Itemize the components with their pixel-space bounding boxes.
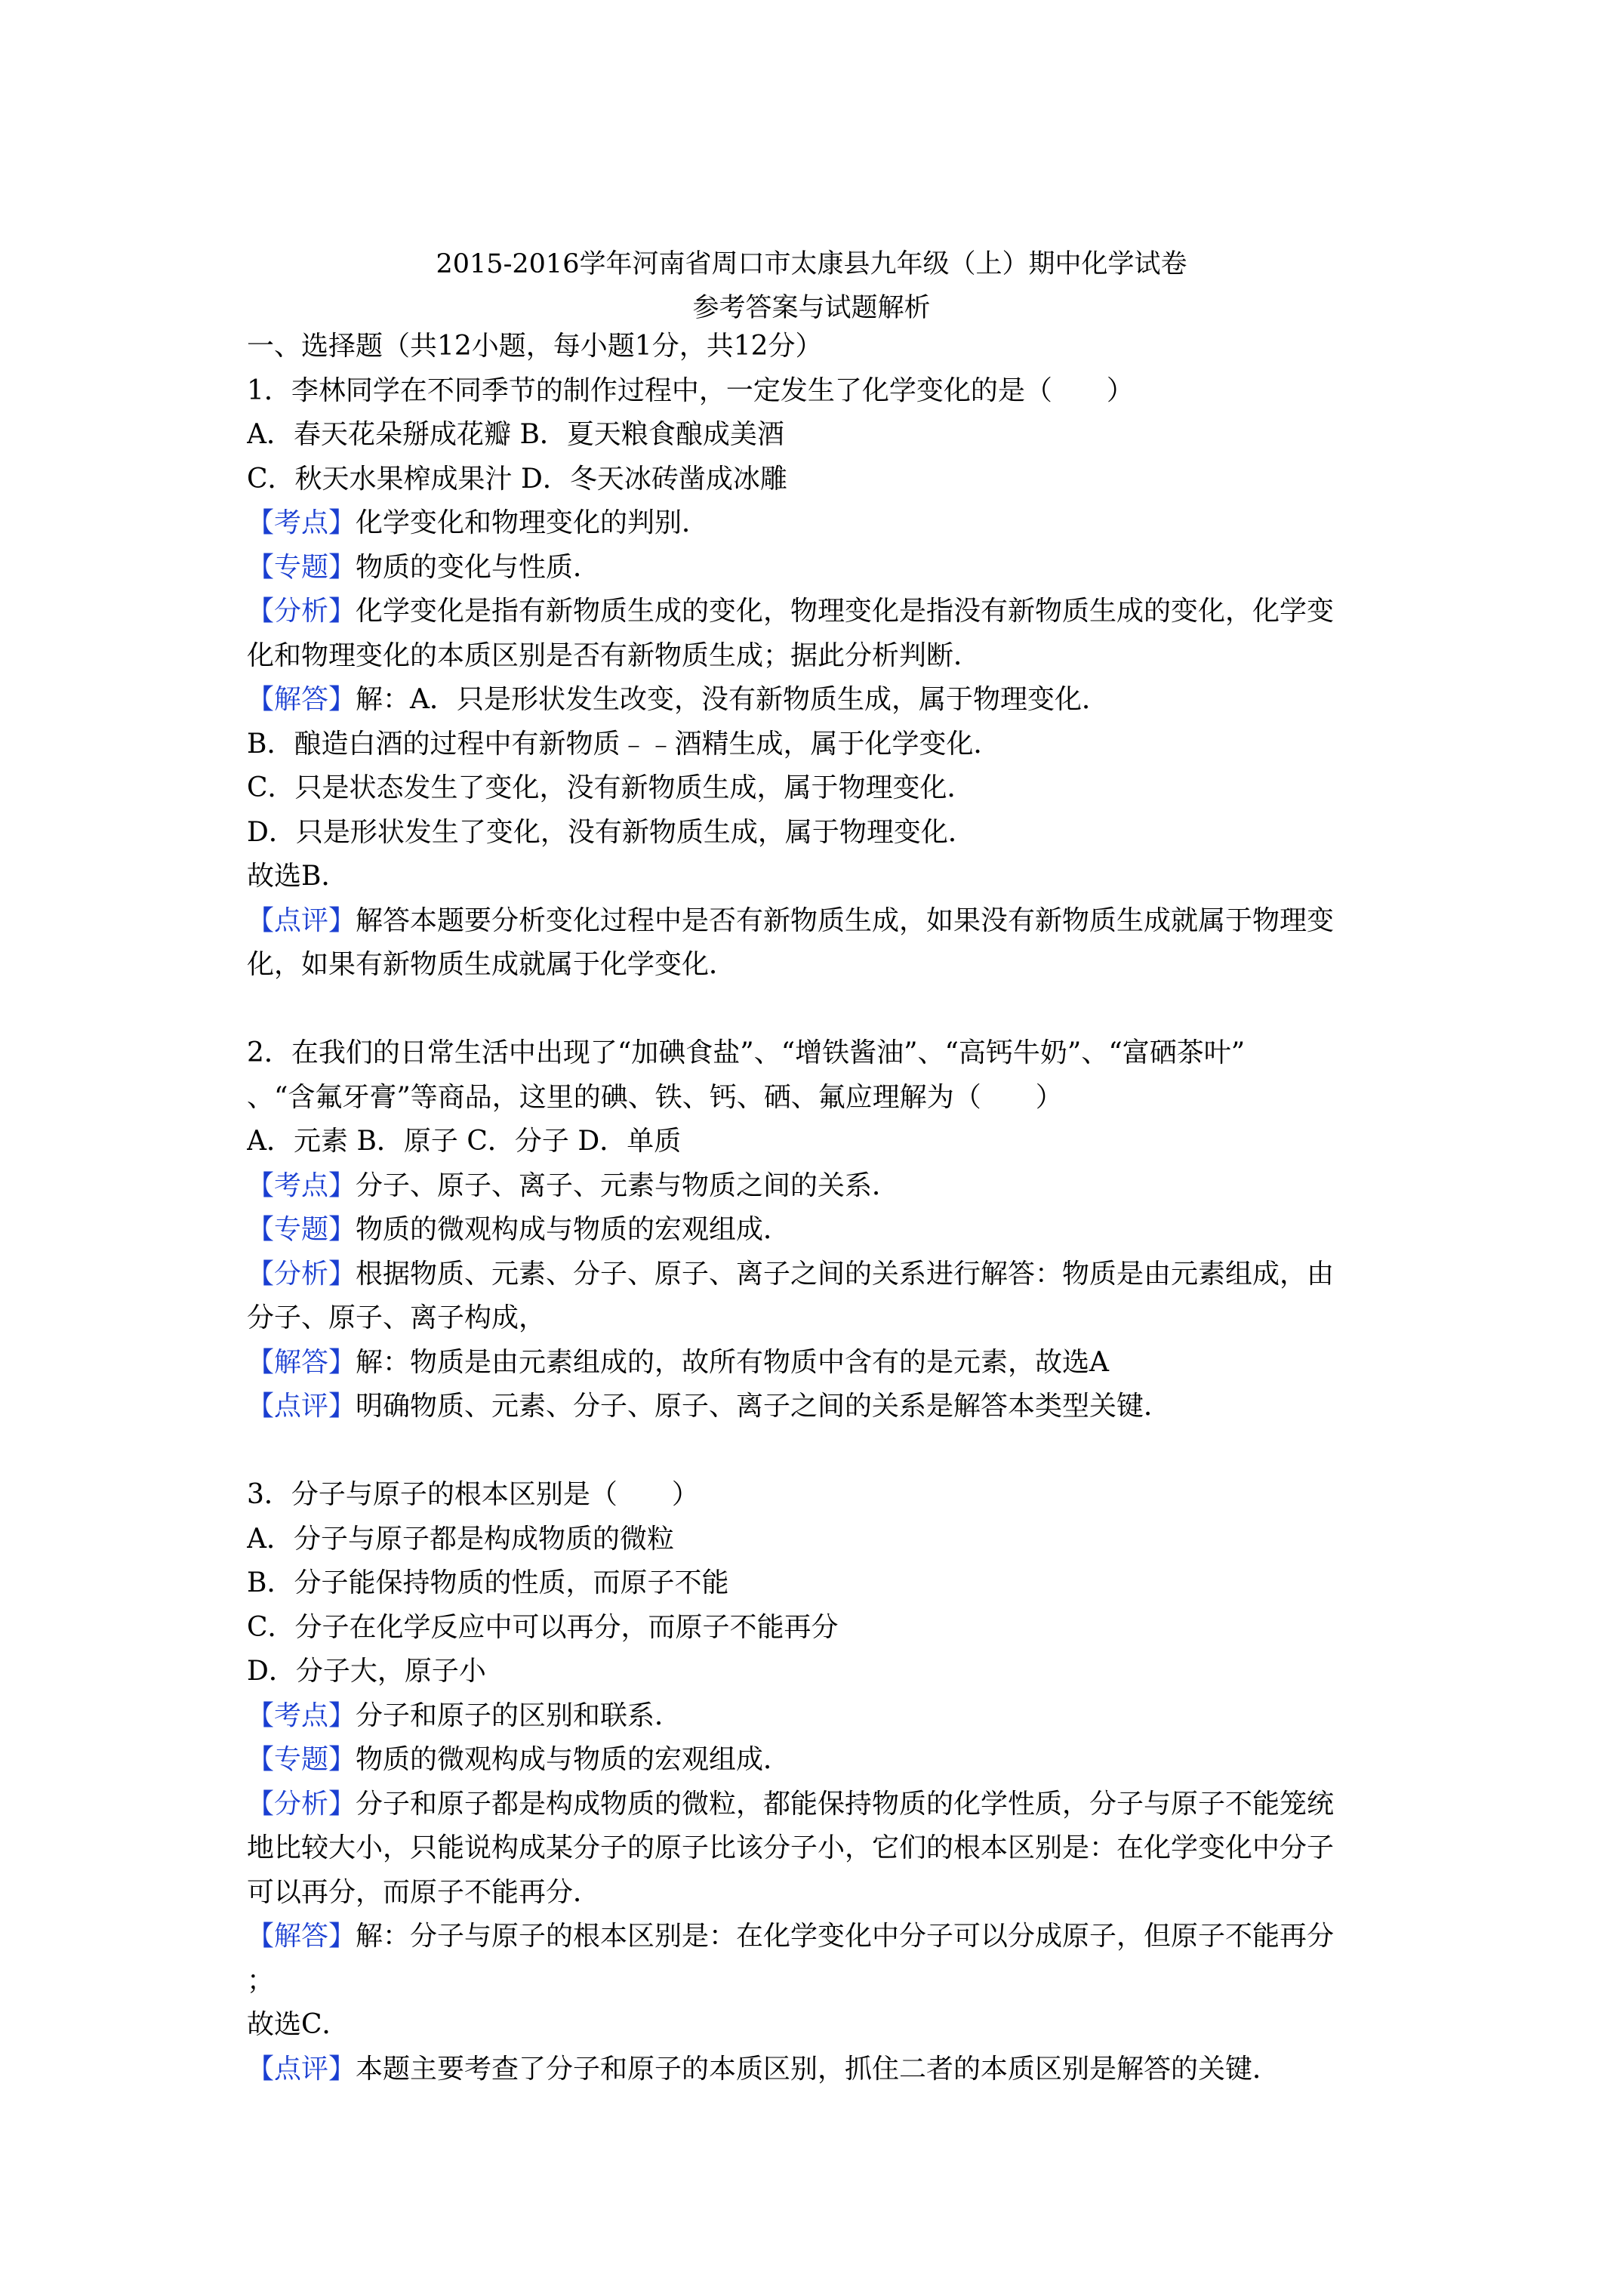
q1-dianping-text: 解答本题要分析变化过程中是否有新物质生成，如果没有新物质生成就属于物理变 [356, 905, 1335, 936]
zhuanti-tag: 【专题】 [247, 1744, 356, 1775]
q3-choice: 故选C． [247, 2009, 350, 2040]
q1-choice: 故选B． [247, 861, 349, 892]
q2-zhuanti-text: 物质的微观构成与物质的宏观组成． [356, 1214, 791, 1245]
fenxi-tag: 【分析】 [247, 596, 356, 627]
q2-jieda [247, 1341, 1402, 1385]
kaodian-tag: 【考点】 [247, 1170, 356, 1201]
q3-fenxi [247, 1783, 1402, 1827]
q1-options-cd: C．秋天水果榨成果汁 D．冬天冰砖凿成冰雕 [247, 463, 787, 495]
document-subtitle: 参考答案与试题解析 [692, 293, 931, 323]
q1-dianping [247, 899, 1402, 944]
q1-stem: 1．李林同学在不同季节的制作过程中，一定发生了化学变化的是（ ） [247, 374, 1134, 406]
q2-kaodian-text: 分子、原子、离子、元素与物质之间的关系． [356, 1170, 900, 1201]
q1-zhuanti [247, 546, 1402, 590]
q3-jieda-cont: ； [247, 1965, 275, 1996]
q3-fenxi-text: 分子和原子都是构成物质的微粒，都能保持物质的化学性质，分子与原子不能笼统 [356, 1788, 1335, 1820]
q3-zhuanti [247, 1738, 1402, 1783]
q1-dianping-cont: 化，如果有新物质生成就属于化学变化． [247, 949, 737, 980]
document-title: 2015-2016学年河南省周口市太康县九年级（上）期中化学试卷 [436, 249, 1187, 279]
q1-jieda [247, 678, 1402, 723]
zhuanti-tag: 【专题】 [247, 551, 356, 583]
q1-answer-b: B．酿造白酒的过程中有新物质﹣﹣酒精生成，属于化学变化． [247, 728, 1001, 760]
q3-dianping [247, 2048, 1402, 2092]
q2-jieda-text: 解：物质是由元素组成的，故所有物质中含有的是元素，故选A [356, 1346, 1110, 1378]
q2-dianping [247, 1385, 1402, 1429]
q3-stem: 3．分子与原子的根本区别是（ ） [247, 1479, 699, 1510]
q3-fenxi-cont-2: 可以再分，而原子不能再分． [247, 1876, 601, 1908]
dianping-tag: 【点评】 [247, 1391, 356, 1422]
q2-dianping-text: 明确物质、元素、分子、原子、离子之间的关系是解答本类型关键． [356, 1391, 1172, 1422]
q2-fenxi-cont: 分子、原子、离子构成， [247, 1302, 547, 1333]
spacer [247, 1429, 1402, 1474]
q2-stem-cont: 、“含氟牙膏”等商品，这里的碘、铁、钙、硒、氟应理解为（ ） [247, 1081, 1063, 1113]
q1-fenxi-text: 化学变化是指有新物质生成的变化，物理变化是指没有新物质生成的变化，化学变 [356, 596, 1335, 627]
q3-option-a: A．分子与原子都是构成物质的微粒 [247, 1523, 674, 1555]
section-heading: 一、选择题（共12小题，每小题1分，共12分） [247, 331, 823, 362]
q3-option-c: C．分子在化学反应中可以再分，而原子不能再分 [247, 1611, 839, 1643]
jieda-tag: 【解答】 [247, 1346, 356, 1378]
q3-jieda [247, 1915, 1402, 1959]
q1-answer-c: C．只是状态发生了变化，没有新物质生成，属于物理变化． [247, 772, 975, 803]
q3-fenxi-cont: 地比较大小，只能说构成某分子的原子比该分子小，它们的根本区别是：在化学变化中分子 [247, 1832, 1335, 1863]
q1-fenxi-cont: 化和物理变化的本质区别是否有新物质生成；据此分析判断． [247, 639, 981, 671]
q2-fenxi-text: 根据物质、元素、分子、原子、离子之间的关系进行解答：物质是由元素组成，由 [356, 1258, 1335, 1290]
q1-answer-d: D．只是形状发生了变化，没有新物质生成，属于物理变化． [247, 816, 975, 848]
q1-options-ab: A．春天花朵掰成花瓣 B．夏天粮食酿成美酒 [247, 419, 784, 450]
q3-kaodian [247, 1694, 1402, 1739]
spacer [247, 988, 1402, 1032]
q2-zhuanti [247, 1208, 1402, 1253]
q3-option-b: B．分子能保持物质的性质，而原子不能 [247, 1567, 729, 1598]
q2-options: A．元素 B．原子 C．分子 D．单质 [247, 1126, 682, 1157]
fenxi-tag: 【分析】 [247, 1788, 356, 1820]
q2-stem: 2．在我们的日常生活中出现了“加碘食盐”、“增铁酱油”、“高钙牛奶”、“富硒茶叶” [247, 1037, 1246, 1068]
q3-jieda-text: 解：分子与原子的根本区别是：在化学变化中分子可以分成原子，但原子不能再分 [356, 1921, 1335, 1952]
zhuanti-tag: 【专题】 [247, 1214, 356, 1245]
q1-zhuanti-text: 物质的变化与性质． [356, 551, 601, 583]
q3-option-d: D．分子大，原子小 [247, 1656, 486, 1687]
kaodian-tag: 【考点】 [247, 507, 356, 538]
content-body [247, 325, 1402, 2091]
q3-kaodian-text: 分子和原子的区别和联系． [356, 1700, 682, 1731]
q1-jieda-text: 解：A．只是形状发生改变，没有新物质生成，属于物理变化． [356, 684, 1110, 715]
q1-kaodian-text: 化学变化和物理变化的判别． [356, 507, 710, 538]
q2-fenxi [247, 1253, 1402, 1297]
q3-dianping-text: 本题主要考查了分子和原子的本质区别，抓住二者的本质区别是解答的关键． [356, 2053, 1280, 2085]
q3-zhuanti-text: 物质的微观构成与物质的宏观组成． [356, 1744, 791, 1775]
q1-fenxi [247, 590, 1402, 634]
jieda-tag: 【解答】 [247, 684, 356, 715]
dianping-tag: 【点评】 [247, 905, 356, 936]
kaodian-tag: 【考点】 [247, 1700, 356, 1731]
q1-kaodian [247, 501, 1402, 546]
dianping-tag: 【点评】 [247, 2053, 356, 2085]
q2-kaodian [247, 1164, 1402, 1209]
jieda-tag: 【解答】 [247, 1921, 356, 1952]
fenxi-tag: 【分析】 [247, 1258, 356, 1290]
